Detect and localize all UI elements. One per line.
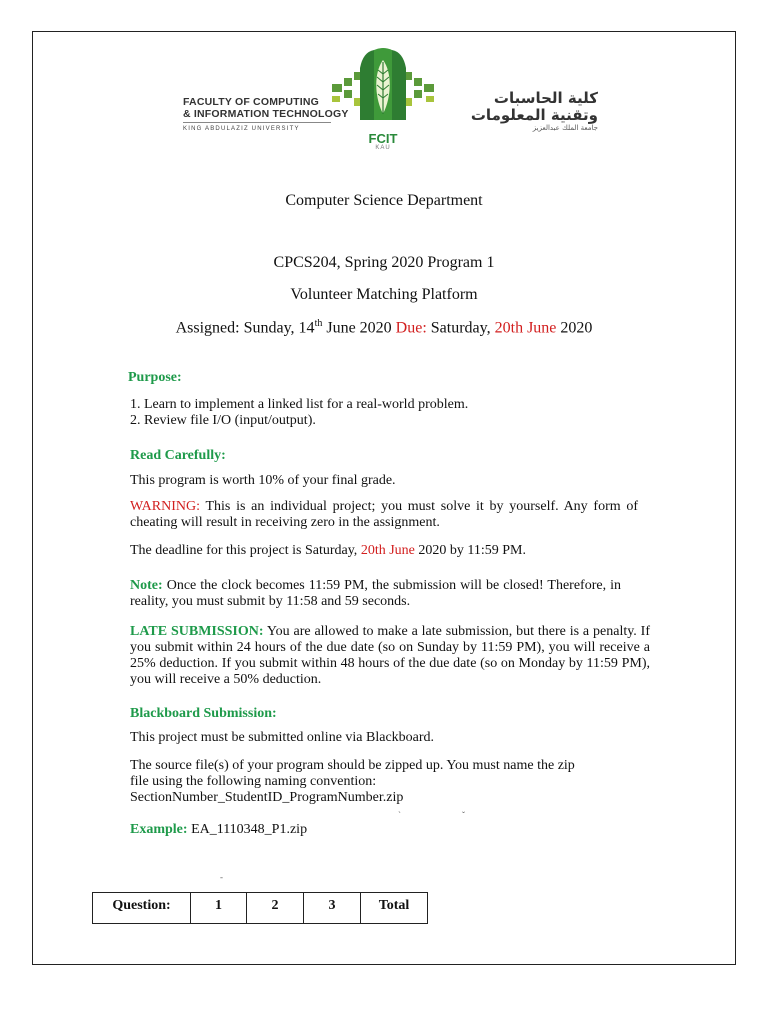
stray-mark: ˋ bbox=[398, 810, 401, 820]
assignment-dates bbox=[0, 318, 768, 337]
faculty-en-line1: FACULTY OF COMPUTING bbox=[183, 96, 320, 108]
faculty-en-rule bbox=[183, 122, 331, 123]
example-line bbox=[130, 822, 307, 838]
warning-text: This is an individual project; you must solve it by yourself. Any form of cheating will result in receiving zero in the assignment. bbox=[130, 499, 639, 530]
assigned-day: Sunday, 14 bbox=[243, 319, 315, 337]
fcit-logo-label bbox=[353, 132, 413, 151]
faculty-en-line2: & INFORMATION TECHNOLOGY bbox=[183, 108, 349, 120]
source-line1: The source file(s) of your program should be zipped up. You must name the zip bbox=[130, 758, 575, 773]
university-en: KING ABDULAZIZ UNIVERSITY bbox=[183, 126, 300, 132]
project-title: Volunteer Matching Platform bbox=[290, 286, 478, 303]
due-date: 20th June bbox=[494, 319, 557, 337]
note-paragraph bbox=[130, 578, 621, 610]
due-day: Saturday, bbox=[430, 319, 491, 337]
table-header-cell: Question: bbox=[93, 893, 191, 924]
fcit-emblem-icon bbox=[330, 48, 436, 137]
source-line2: file using the following naming convention: bbox=[130, 774, 377, 789]
assigned-sup: th bbox=[314, 318, 323, 329]
table-header-cell: 2 bbox=[247, 893, 304, 924]
worth-text: This program is worth 10% of your final grade. bbox=[130, 473, 396, 488]
warning-label: WARNING: bbox=[130, 499, 200, 514]
stray-mark: - bbox=[220, 872, 223, 882]
fcit-logo-sub: KAU bbox=[375, 145, 391, 151]
example-label: Example: bbox=[130, 822, 188, 837]
deadline-date: 20th June bbox=[360, 543, 415, 558]
due-year: 2020 bbox=[560, 319, 593, 337]
warning-paragraph bbox=[130, 499, 638, 531]
late-paragraph bbox=[130, 624, 650, 688]
university-ar: جامعة الملك عبدالعزيز bbox=[532, 124, 598, 132]
note-label: Note: bbox=[130, 578, 163, 593]
late-text: You are allowed to make a late submission, but there is a penalty. If you submit within 24 hours of the due date (so on Sunday by 11:59 PM), you will receive a 25% deduction. If you submit within 48 hours of the due date (so on Monday by 11:59 PM), you will receive a 50% deduction. bbox=[130, 624, 651, 687]
stray-mark: ˇ bbox=[462, 810, 465, 820]
read-carefully-heading: Read Carefully: bbox=[130, 448, 226, 463]
purpose-list bbox=[130, 397, 468, 429]
faculty-name-english bbox=[183, 96, 349, 132]
course-title: CPCS204, Spring 2020 Program 1 bbox=[273, 254, 495, 271]
naming-convention: SectionNumber_StudentID_ProgramNumber.zip bbox=[130, 790, 404, 805]
assigned-label: Assigned: bbox=[175, 319, 240, 337]
faculty-name-arabic bbox=[462, 90, 598, 132]
blackboard-online: This project must be submitted online via Blackboard. bbox=[130, 730, 435, 745]
faculty-ar-line2: وتقنية المعلومات bbox=[470, 106, 598, 124]
grades-table bbox=[92, 892, 428, 924]
deadline-pre: The deadline for this project is Saturday, bbox=[130, 543, 358, 558]
example-value: EA_1110348_P1.zip bbox=[191, 822, 308, 837]
table-header-cell: Total bbox=[361, 893, 428, 924]
purpose-item: 1. Learn to implement a linked list for a real-world problem. bbox=[130, 397, 469, 412]
department-title: Computer Science Department bbox=[285, 192, 483, 209]
note-text: Once the clock becomes 11:59 PM, the submission will be closed! Therefore, in reality, you must submit by 11:58 and 59 seconds. bbox=[130, 578, 622, 609]
purpose-heading: Purpose: bbox=[128, 370, 182, 385]
table-row bbox=[93, 893, 428, 924]
deadline-post: 2020 by 11:59 PM. bbox=[418, 543, 526, 558]
late-label: LATE SUBMISSION: bbox=[130, 624, 264, 639]
purpose-item: 2. Review file I/O (input/output). bbox=[130, 413, 316, 428]
due-label: Due: bbox=[395, 319, 427, 337]
blackboard-heading: Blackboard Submission: bbox=[130, 706, 277, 721]
table-header-cell: 1 bbox=[191, 893, 247, 924]
faculty-ar-line1: كلية الحاسبات bbox=[493, 89, 598, 107]
table-header-cell: 3 bbox=[304, 893, 361, 924]
assigned-rest: June 2020 bbox=[326, 319, 392, 337]
fcit-logo-name: FCIT bbox=[368, 131, 398, 146]
deadline-paragraph bbox=[130, 543, 526, 559]
